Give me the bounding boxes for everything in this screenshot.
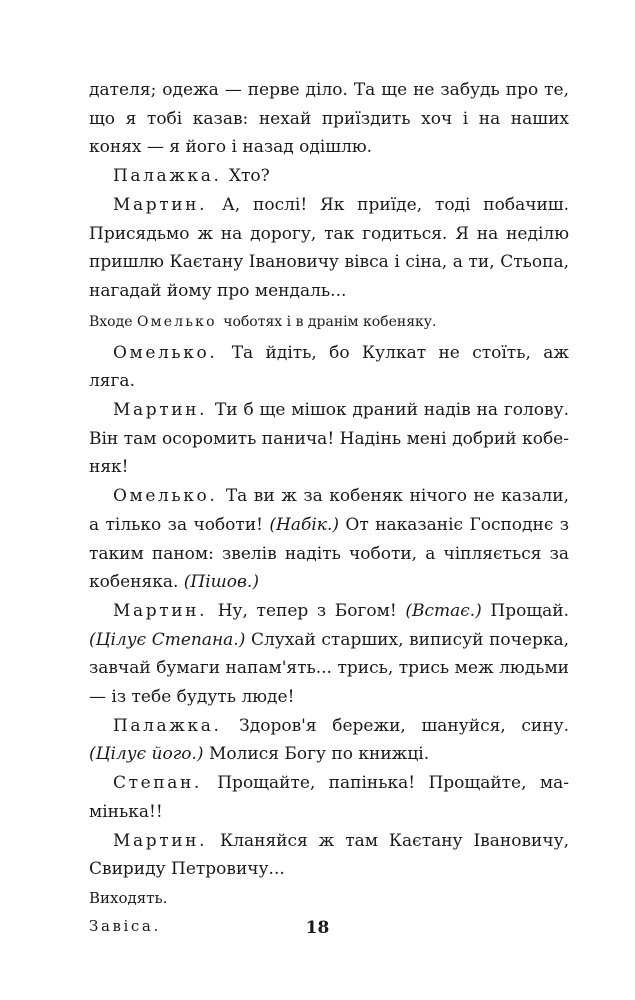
speaker-name: Мартин. <box>113 194 208 215</box>
speech-text: Кланяйся ж там Каєтану Івановичу, Свириду Петровичу... <box>89 830 570 880</box>
speech-text: Та йдіть, бо Кулкат не стоїть, аж ляга. <box>89 342 569 392</box>
stage-direction: (Набік.) <box>269 514 339 535</box>
stage-direction: (Пішов.) <box>183 572 259 593</box>
speech-omelko-2 <box>89 482 569 597</box>
speech-palazhka-1 <box>89 162 569 191</box>
stage-text: чоботях і в дранім кобеняку. <box>223 313 437 330</box>
character-name: Омелько <box>136 313 217 330</box>
speech-text: Ну, тепер з Богом! <box>217 600 397 621</box>
speaker-name: Омелько. <box>113 486 218 507</box>
speaker-name: Омелько. <box>113 342 218 363</box>
speech-palazhka-2 <box>89 712 569 769</box>
speaker-name: Палажка. <box>113 166 222 187</box>
page-text <box>89 76 569 940</box>
speaker-name: Палажка. <box>113 715 222 736</box>
stage-direction: (Цілує Степана.) <box>89 629 246 650</box>
stage-direction-entrance <box>89 309 569 336</box>
speech-text: Прощай. <box>490 600 570 621</box>
speech-text: Молися Богу по книжці. <box>208 744 430 765</box>
speech-martyn-1 <box>89 191 569 306</box>
stage-direction: (Встає.) <box>405 600 482 621</box>
paragraph-text: дателя; одежа — перве діло. Та ще не забудь про те, що я тобі казав: нехай приїздить хоч і на наших конях — я його і назад одішлю. <box>89 80 569 158</box>
speech-omelko-1 <box>89 339 569 396</box>
page-number: 18 <box>305 918 330 938</box>
speech-text: Здоров'я бережи, шануйся, сину. <box>239 715 570 736</box>
speech-martyn-3 <box>89 597 569 712</box>
curtain-line: Завіса. <box>89 916 161 935</box>
speaker-name: Мартин. <box>113 600 208 621</box>
speech-text: Слухай старших, виписуй почерка, завчай бумаги напам'ять... трись, трись меж людьми — із тебе будуть люде! <box>89 629 569 708</box>
speech-text: Прощайте, папінька! Прощайте, мамінька!! <box>89 773 569 822</box>
speech-martyn-4 <box>89 827 569 884</box>
speech-text: От наказаніє Господнє з таким паном: звелів надіть чоботи, а чіпляється за кобеняка. <box>89 514 570 593</box>
speech-text: А, послі! Як приїде, тоді побачиш. Присядьмо ж на дорогу, так годиться. Я на неділю пришлю Каєтану Івановичу вівса і сіна, а ти, Стьопа, нагадай йому про мендаль... <box>89 194 569 301</box>
stage-text: Входе <box>89 313 133 330</box>
speech-text: Хто? <box>228 166 270 187</box>
stage-direction-exit: Виходять. <box>89 888 168 907</box>
speaker-name: Степан. <box>113 773 202 794</box>
speaker-name: Мартин. <box>113 830 208 851</box>
speech-stepan-1 <box>89 769 569 826</box>
speech-martyn-2 <box>89 396 569 482</box>
paragraph-continuation <box>89 76 569 162</box>
speaker-name: Мартин. <box>113 400 208 421</box>
stage-direction: (Цілує його.) <box>89 744 204 765</box>
speech-text: Ти б ще мішок драний надів на голову. Він там осоромить панича! Надінь мені добрий кобеняк! <box>89 400 569 478</box>
speech-text: Та ви ж за кобеняк нічого не казали, а тілько за чоботи! <box>89 486 570 535</box>
